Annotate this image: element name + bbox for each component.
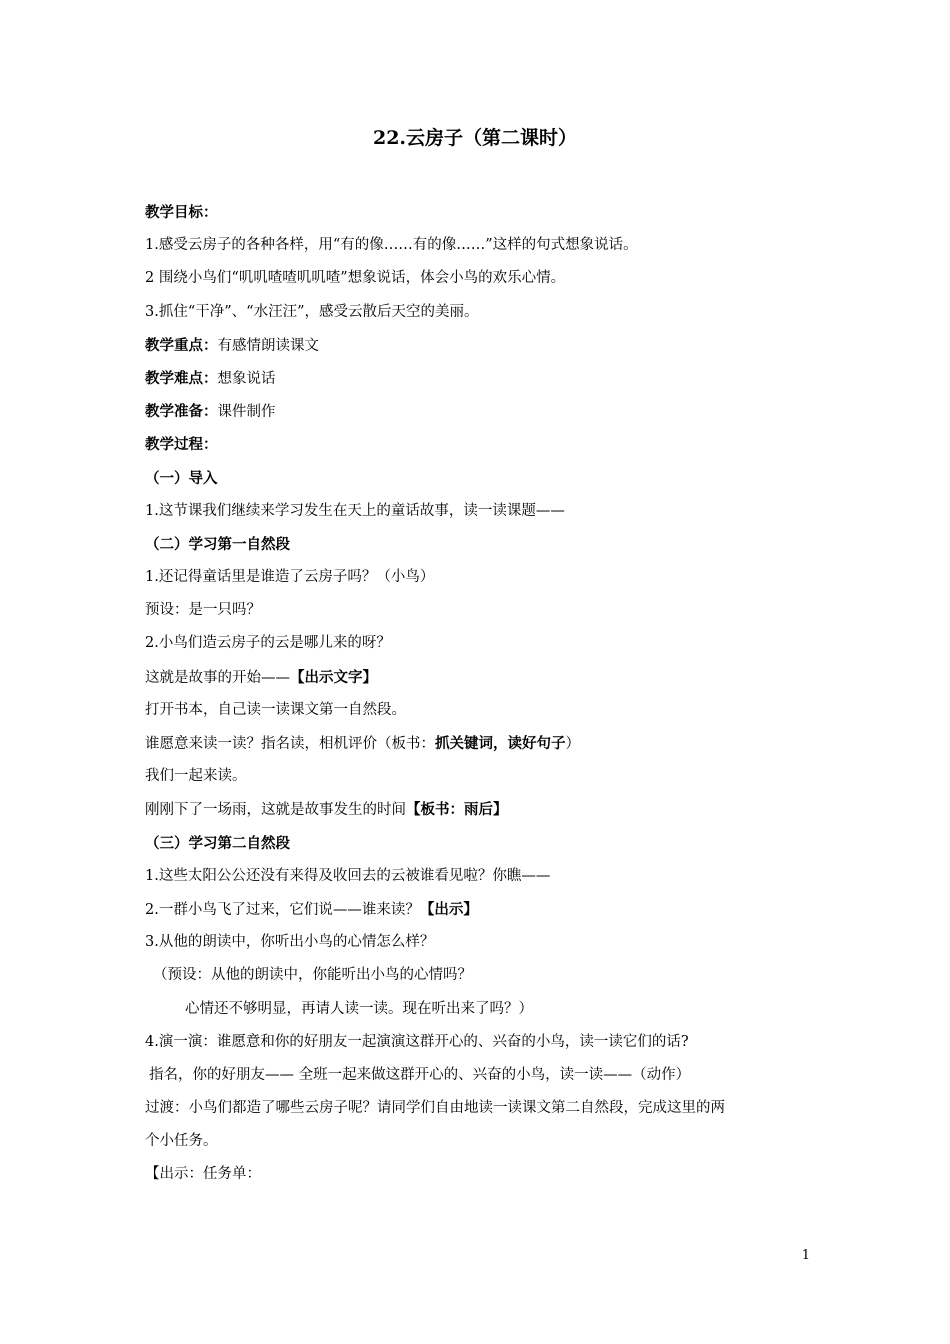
goal-item-3: 3.抓住“干净”、“水汪汪”，感受云散后天空的美丽。 (145, 303, 479, 320)
difficulty-text: 想象说话 (217, 370, 276, 387)
preparation-label: 教学准备： (145, 403, 218, 421)
difficulty-label: 教学难点： (145, 369, 218, 387)
part1-line-1: 1.这节课我们继续来学习发生在天上的童话故事，读一读课题—— (145, 502, 565, 519)
part1-heading: （一）导入 (145, 469, 218, 487)
key-point-text: 有感情朗读课文 (217, 337, 319, 354)
part2-line-4-bold: 【出示文字】 (290, 668, 377, 686)
part2-line-8-bold: 【板书：雨后】 (406, 801, 508, 819)
part3-line-1: 1.这些太阳公公还没有来得及收回去的云被谁看见啦？你瞧—— (145, 867, 551, 884)
page-number: 1 (801, 1248, 810, 1263)
part2-line-4 (145, 661, 815, 694)
key-point (145, 329, 815, 362)
part2-line-1: 1.还记得童话里是谁造了云房子吗？（小鸟） (145, 569, 435, 586)
part2-line-5: 打开书本，自己读一读课文第一自然段。 (145, 701, 406, 718)
part3-line-2-text: 2.一群小鸟飞了过来，它们说——谁来读？ (145, 901, 420, 918)
goal-item-1: 1.感受云房子的各种各样，用“有的像……有的像……”这样的句式想象说话。 (145, 237, 638, 254)
part2-line-7: 我们一起来读。 (145, 768, 247, 785)
part3-line-7: 指名，你的好朋友—— 全班一起来做这群开心的、兴奋的小鸟，读一读——（动作） (149, 1066, 691, 1083)
part3-line-2-bold: 【出示】 (419, 900, 478, 918)
part2-line-6-text: 谁愿意来读一读？指名读，相机评价（板书： (145, 736, 435, 752)
part2-line-2: 预设：是一只吗？ (145, 602, 261, 619)
part3-line-5: 心情还不够明显，再请人读一读。现在听出来了吗？） (185, 1000, 533, 1017)
part2-line-6-bold: 抓关键词，读好句子 (435, 735, 566, 752)
part3-heading: （三）学习第二自然段 (145, 834, 290, 852)
part3-line-6: 4.演一演：谁愿意和你的好朋友一起演演这群开心的、兴奋的小鸟，读一读它们的话? (145, 1033, 689, 1050)
preparation-text: 课件制作 (217, 404, 276, 421)
part2-line-6 (145, 727, 815, 760)
part2-heading: （二）学习第一自然段 (145, 535, 290, 553)
part2-line-4-text: 这就是故事的开始—— (145, 669, 290, 686)
part2-line-8-text: 刚刚下了一场雨，这就是故事发生的时间 (145, 802, 406, 819)
part3-line-3: 3.从他的朗读中，你听出小鸟的心情怎么样？ (145, 934, 435, 951)
part3-line-8b: 个小任务。 (145, 1133, 218, 1150)
page-title: 22.云房子（第二课时） (372, 127, 578, 149)
key-point-label: 教学重点： (145, 336, 218, 354)
preparation (145, 395, 815, 428)
part3-line-4: （预设：从他的朗读中，你能听出小鸟的心情吗？ (153, 967, 472, 984)
goal-item-2: 2 围绕小鸟们“叽叽喳喳叽叽喳”想象说话，体会小鸟的欢乐心情。 (145, 270, 566, 287)
goals-heading: 教学目标： (145, 204, 218, 221)
part2-line-8 (145, 793, 815, 826)
part3-line-8a: 过渡：小鸟们都造了哪些云房子呢？请同学们自由地读一读课文第二自然段，完成这里的两 (145, 1100, 725, 1117)
part2-line-6-end: ） (565, 736, 580, 752)
part3-line-2 (145, 893, 815, 926)
part2-line-3: 2.小鸟们造云房子的云是哪儿来的呀？ (145, 635, 391, 652)
document-body (145, 196, 815, 1192)
process-heading: 教学过程： (145, 436, 218, 454)
part3-line-9: 【出示：任务单： (145, 1166, 261, 1183)
difficulty (145, 362, 815, 395)
